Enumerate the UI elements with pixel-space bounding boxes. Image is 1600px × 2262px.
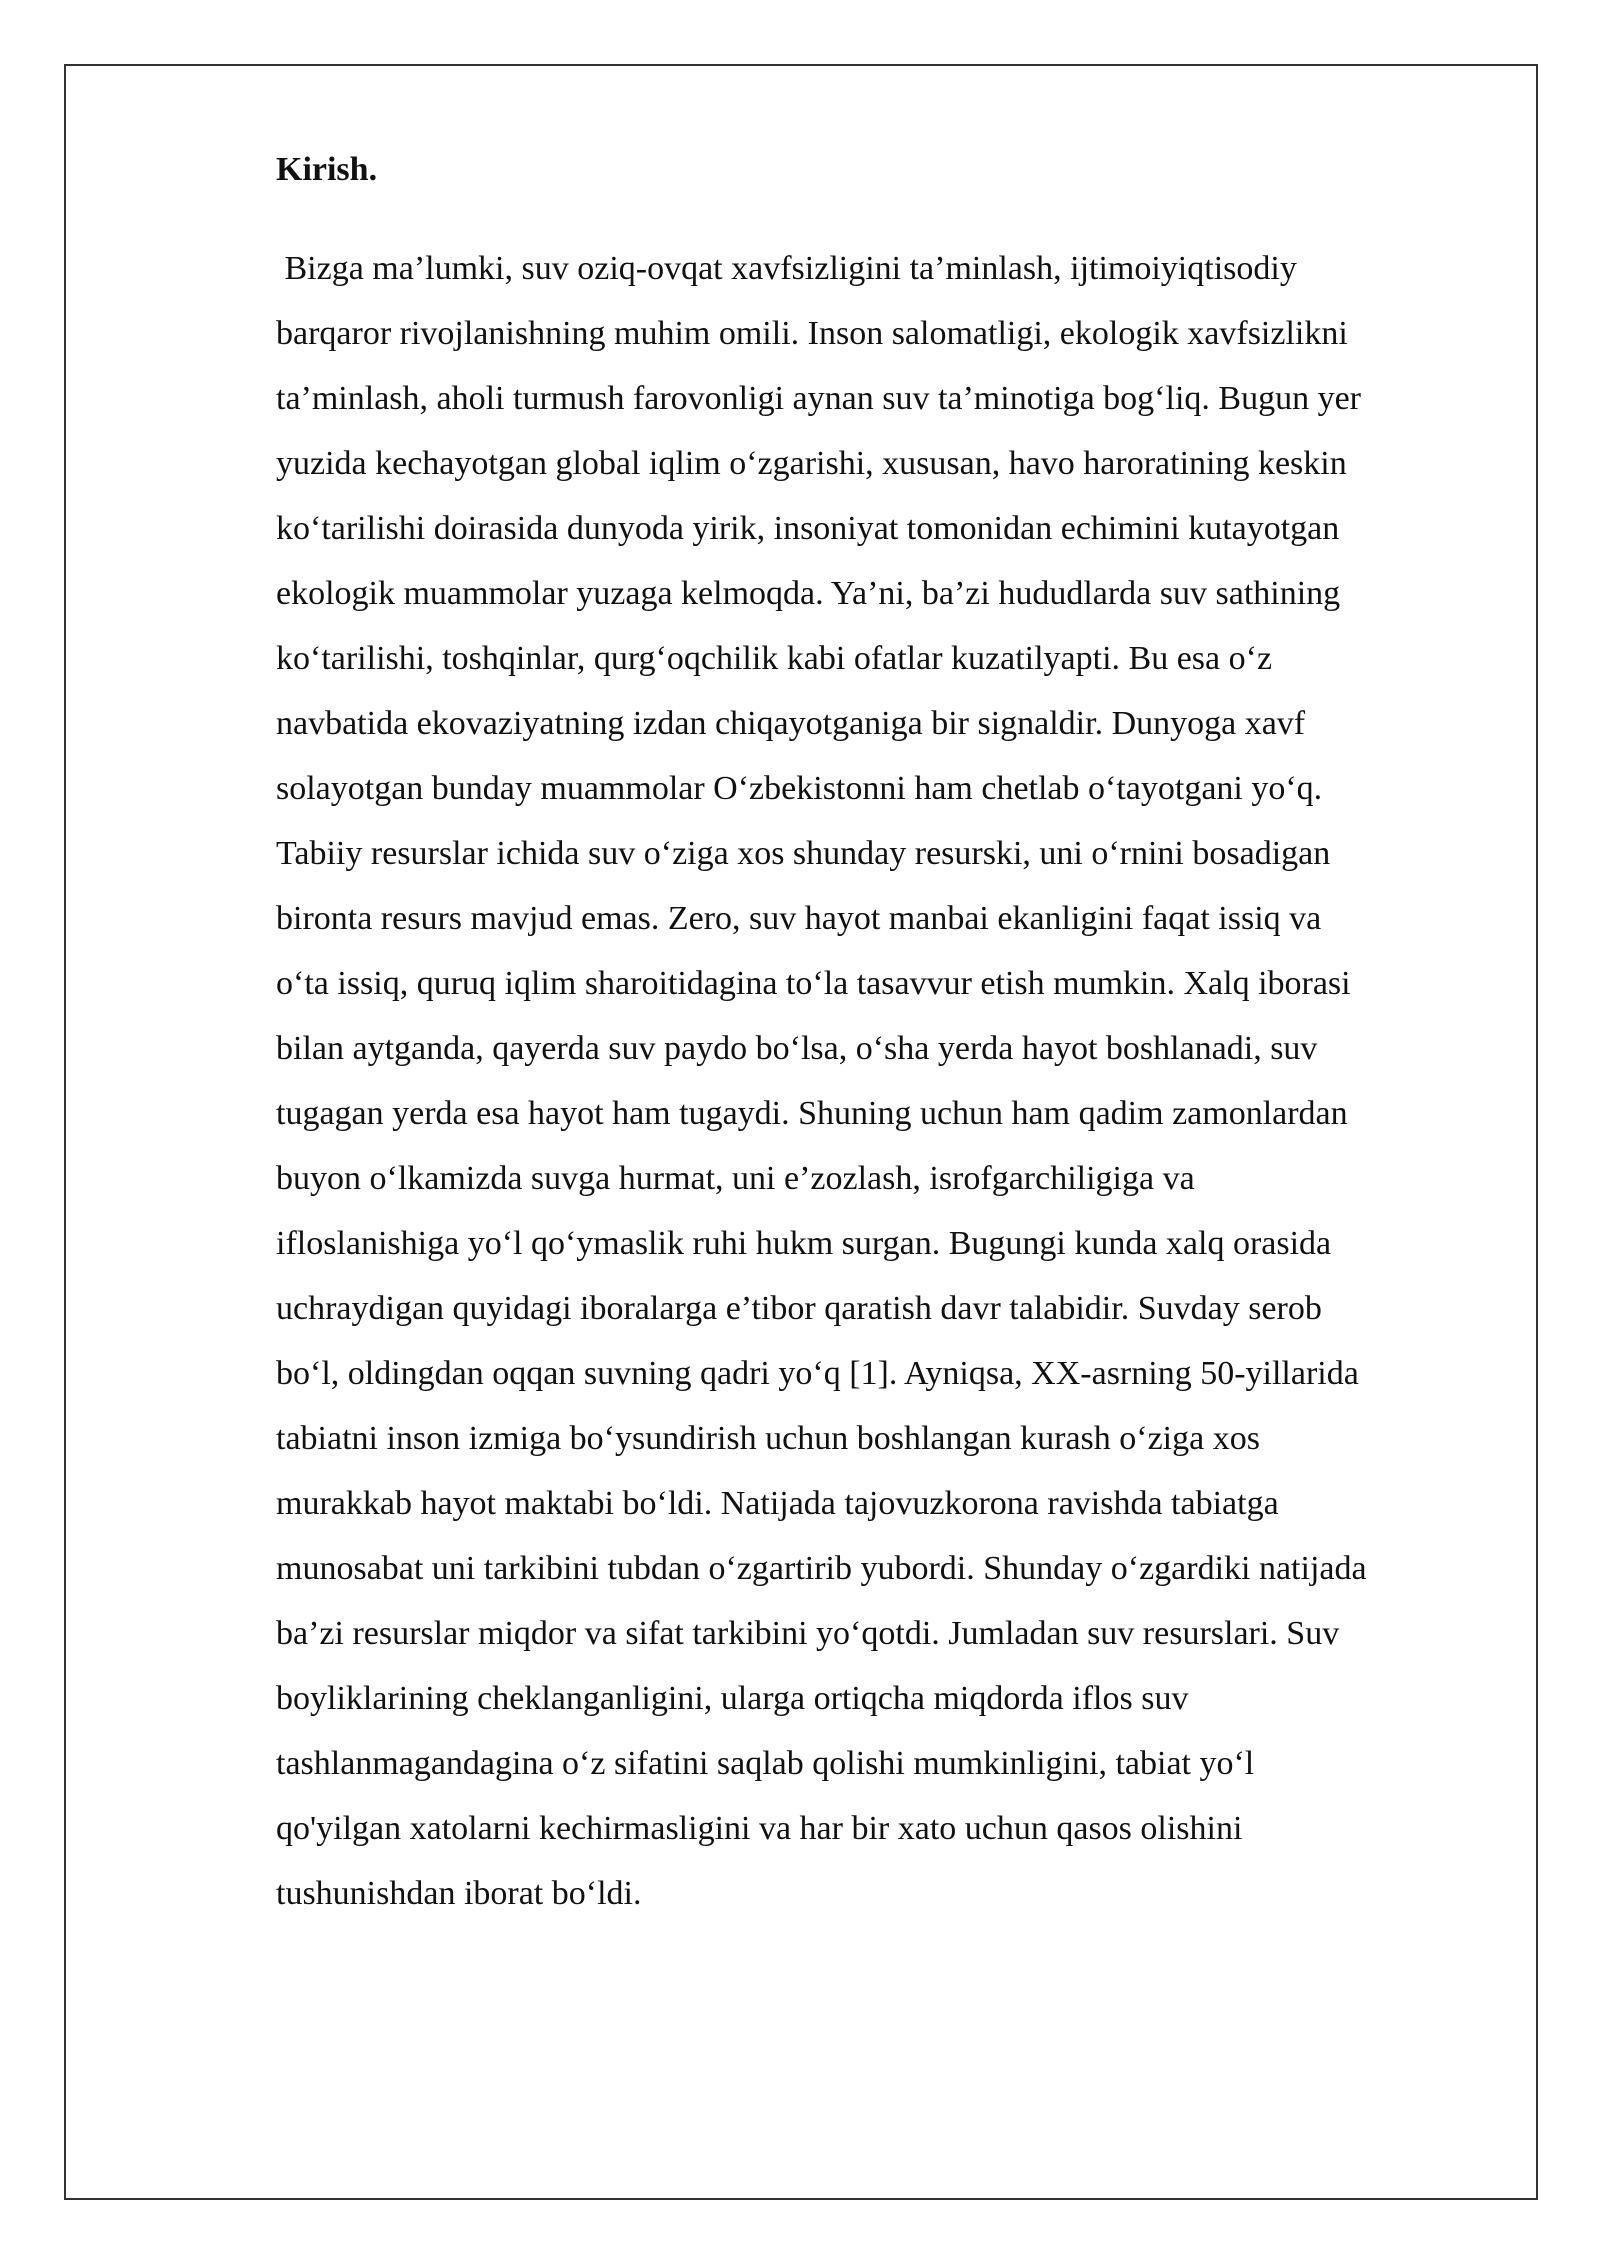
paragraph-line: ifloslanishiga yo‘l qo‘ymaslik ruhi hukm surgan. Bugungi kunda xalq orasida <box>276 1225 1332 1262</box>
paragraph-line: uchraydigan quyidagi iboralarga e’tibor qaratish davr talabidir. Suvday serob <box>276 1290 1322 1327</box>
paragraph-line: qo'yilgan xatolarni kechirmasligini va har bir xato uchun qasos olishini <box>276 1810 1243 1847</box>
body-paragraph <box>276 236 1506 1926</box>
paragraph-line: barqaror rivojlanishning muhim omili. Inson salomatligi, ekologik xavfsizlikni <box>276 315 1348 352</box>
paragraph-line: ko‘tarilishi, toshqinlar, qurg‘oqchilik kabi ofatlar kuzatilyapti. Bu esa o‘z <box>276 640 1273 677</box>
paragraph-line: tashlanmagandagina o‘z sifatini saqlab qolishi mumkinligini, tabiat yo‘l <box>276 1745 1255 1782</box>
section-heading: Kirish. <box>276 151 378 188</box>
paragraph-line: navbatida ekovaziyatning izdan chiqayotganiga bir signaldir. Dunyoga xavf <box>276 705 1306 742</box>
document-body <box>276 150 1506 1926</box>
paragraph-line: yuzida kechayotgan global iqlim o‘zgarishi, xususan, havo haroratining keskin <box>276 445 1347 482</box>
paragraph-line: tugagan yerda esa hayot ham tugaydi. Shuning uchun ham qadim zamonlardan <box>276 1095 1348 1132</box>
paragraph-line: solayotgan bunday muammolar O‘zbekistonni ham chetlab o‘tayotgani yo‘q. <box>276 770 1323 807</box>
paragraph-line: Tabiiy resurslar ichida suv o‘ziga xos shunday resurski, uni o‘rnini bosadigan <box>276 835 1331 872</box>
paragraph-line: bo‘l, oldingdan oqqan suvning qadri yo‘q [1]. Ayniqsa, XX-asrning 50-yillarida <box>276 1355 1359 1392</box>
paragraph-line: tushunishdan iborat bo‘ldi. <box>276 1875 642 1912</box>
paragraph-line: boyliklarining cheklanganligini, ularga ortiqcha miqdorda iflos suv <box>276 1680 1189 1717</box>
paragraph-line: o‘ta issiq, quruq iqlim sharoitidagina to‘la tasavvur etish mumkin. Xalq iborasi <box>276 965 1351 1002</box>
paragraph-line: ko‘tarilishi doirasida dunyoda yirik, insoniyat tomonidan echimini kutayotgan <box>276 510 1340 547</box>
paragraph-line: murakkab hayot maktabi bo‘ldi. Natijada tajovuzkorona ravishda tabiatga <box>276 1485 1279 1522</box>
paragraph-line: ekologik muammolar yuzaga kelmoqda. Ya’ni, ba’zi hududlarda suv sathining <box>276 575 1341 612</box>
paragraph-line: bironta resurs mavjud emas. Zero, suv hayot manbai ekanligini faqat issiq va <box>276 900 1322 937</box>
paragraph-line: buyon o‘lkamizda suvga hurmat, uni e’zozlash, isrofgarchiligiga va <box>276 1160 1195 1197</box>
paragraph-line: tabiatni inson izmiga bo‘ysundirish uchun boshlangan kurash o‘ziga xos <box>276 1420 1260 1457</box>
paragraph-line: ba’zi resurslar miqdor va sifat tarkibini yo‘qotdi. Jumladan suv resurslari. Suv <box>276 1615 1340 1652</box>
paragraph-line: ta’minlash, aholi turmush farovonligi aynan suv ta’minotiga bog‘liq. Bugun yer <box>276 380 1361 417</box>
paragraph-line: bilan aytganda, qayerda suv paydo bo‘lsa, o‘sha yerda hayot boshlanadi, suv <box>276 1030 1318 1067</box>
paragraph-line: Bizga ma’lumki, suv oziq-ovqat xavfsizligini ta’minlash, ijtimoiyiqtisodiy <box>276 250 1297 287</box>
paragraph-line: munosabat uni tarkibini tubdan o‘zgartirib yubordi. Shunday o‘zgardiki natijada <box>276 1550 1367 1587</box>
